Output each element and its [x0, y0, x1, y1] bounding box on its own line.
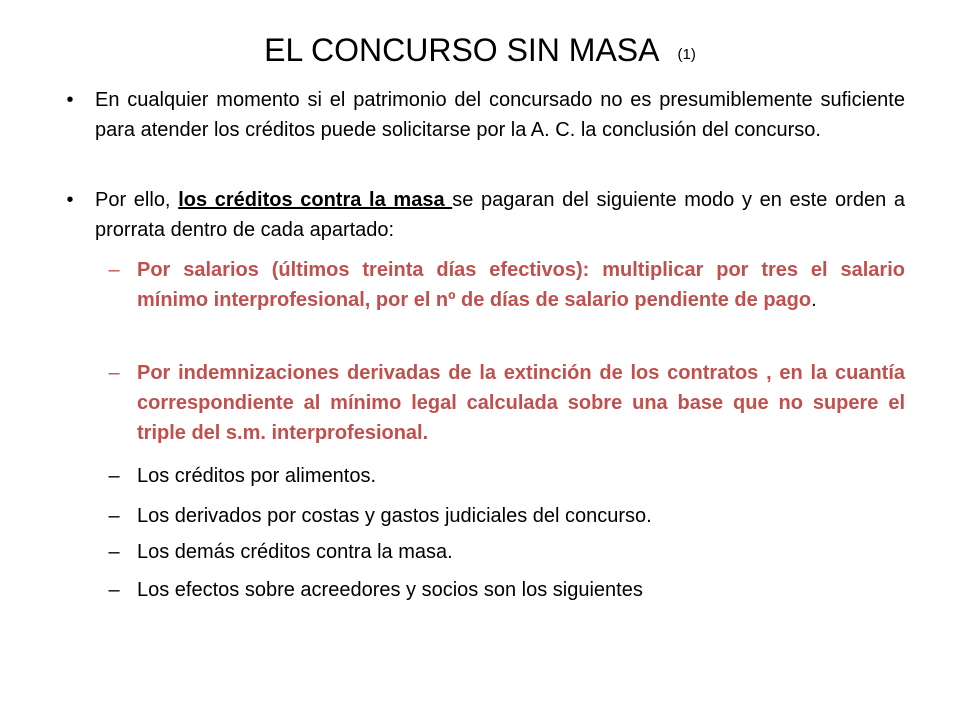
sub-item-1-bold: Por salarios (últimos treinta días efectivos): multiplicar por tres el salario mínimo interprofesional, por el nº de días de salario pendiente de pago — [137, 259, 905, 311]
bullet-text-2 — [95, 185, 905, 245]
bullet-marker: • — [66, 89, 74, 111]
sub-item-1 — [137, 255, 905, 315]
sub-item-1-tail: . — [811, 289, 817, 311]
title-main: EL CONCURSO SIN MASA — [264, 32, 660, 68]
page-title — [0, 30, 960, 75]
dash-marker: – — [108, 541, 120, 563]
sub-item-4: Los derivados por costas y gastos judiciales del concurso. — [137, 505, 652, 527]
bullet-2-underlined: los créditos contra la masa — [178, 189, 453, 211]
bullet-marker: • — [66, 189, 74, 211]
sub-item-5: Los demás créditos contra la masa. — [137, 541, 453, 563]
dash-marker: – — [108, 465, 120, 487]
dash-marker: – — [108, 579, 120, 601]
bullet-text-1: En cualquier momento si el patrimonio del concursado no es presumiblemente suficiente para atender los créditos puede solicitarse por la A. C. la conclusión del concurso. — [95, 89, 905, 141]
sub-item-3: Los créditos por alimentos. — [137, 465, 377, 487]
sub-item-2-bold: Por indemnizaciones derivadas de la extinción de los contratos , en la cuantía correspondiente al mínimo legal calculada sobre una base que no supere el triple del s.m. interprofesional. — [137, 362, 905, 444]
dash-marker: – — [108, 362, 120, 384]
bullet-2-post: se pagaran del siguiente modo y en este orden a prorrata dentro de cada apartado: — [95, 189, 905, 241]
bullet-2-pre: Por ello, — [95, 189, 179, 211]
dash-marker: – — [108, 259, 120, 281]
dash-marker: – — [108, 505, 120, 527]
sub-item-2 — [137, 358, 905, 448]
title-note: (1) — [677, 46, 696, 63]
sub-item-6: Los efectos sobre acreedores y socios son los siguientes — [137, 579, 643, 601]
